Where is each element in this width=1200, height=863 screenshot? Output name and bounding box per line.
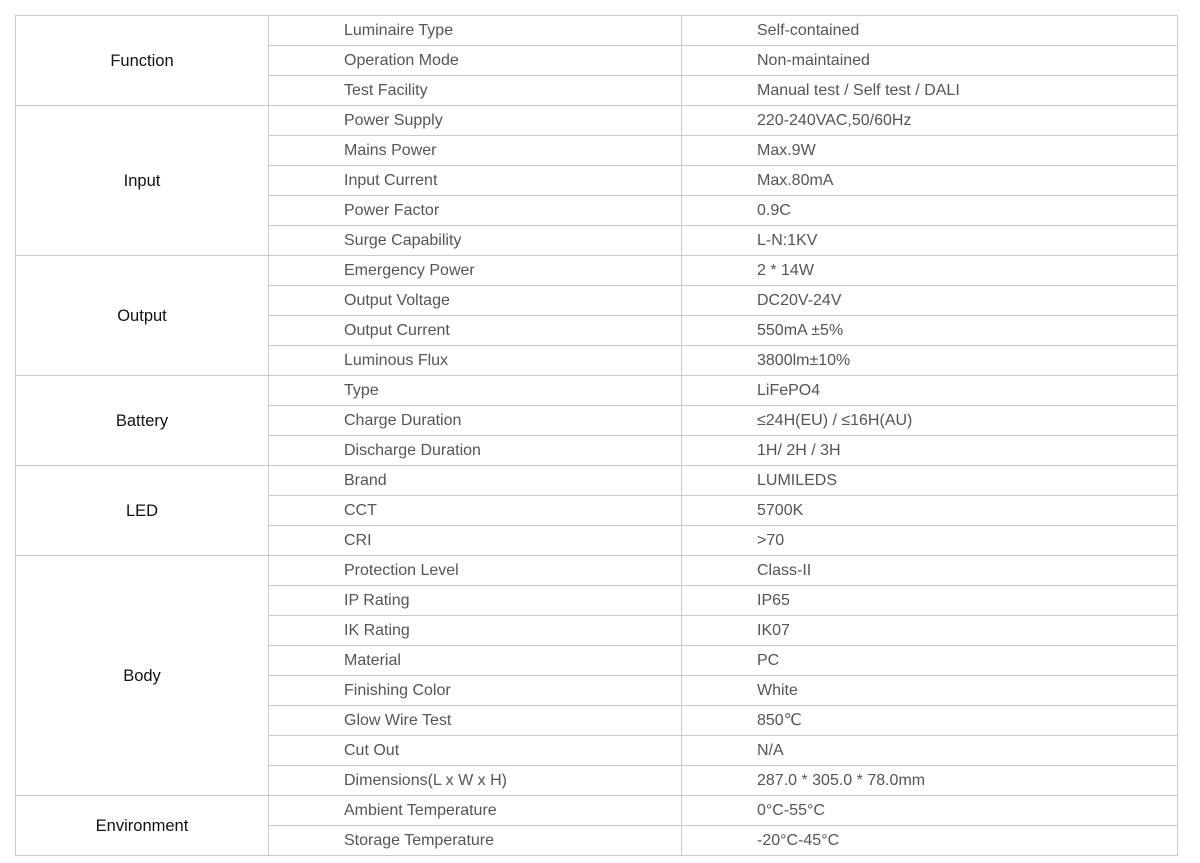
- param-value: PC: [682, 646, 1178, 676]
- param-label: Power Supply: [269, 106, 682, 136]
- category-body: Body: [16, 556, 269, 796]
- param-value: L-N:1KV: [682, 226, 1178, 256]
- table-row: [16, 556, 1178, 586]
- table-row: [16, 466, 1178, 496]
- table-row: [16, 16, 1178, 46]
- param-label: Brand: [269, 466, 682, 496]
- param-value: 550mA ±5%: [682, 316, 1178, 346]
- param-value: 220-240VAC,50/60Hz: [682, 106, 1178, 136]
- param-value: 3800lm±10%: [682, 346, 1178, 376]
- table-row: [16, 106, 1178, 136]
- param-value: 287.0 * 305.0 * 78.0mm: [682, 766, 1178, 796]
- param-value: LiFePO4: [682, 376, 1178, 406]
- param-value: ≤24H(EU) / ≤16H(AU): [682, 406, 1178, 436]
- param-label: Type: [269, 376, 682, 406]
- param-label: IK Rating: [269, 616, 682, 646]
- category-battery: Battery: [16, 376, 269, 466]
- param-label: Surge Capability: [269, 226, 682, 256]
- category-environment: Environment: [16, 796, 269, 856]
- param-value: 2 * 14W: [682, 256, 1178, 286]
- param-label: Discharge Duration: [269, 436, 682, 466]
- category-input: Input: [16, 106, 269, 256]
- param-label: Output Voltage: [269, 286, 682, 316]
- category-output: Output: [16, 256, 269, 376]
- param-label: Storage Temperature: [269, 826, 682, 856]
- param-value: IK07: [682, 616, 1178, 646]
- param-value: Self-contained: [682, 16, 1178, 46]
- param-label: Test Facility: [269, 76, 682, 106]
- param-label: Emergency Power: [269, 256, 682, 286]
- category-function: Function: [16, 16, 269, 106]
- param-value: 5700K: [682, 496, 1178, 526]
- param-value: Max.9W: [682, 136, 1178, 166]
- param-value: 1H/ 2H / 3H: [682, 436, 1178, 466]
- param-value: White: [682, 676, 1178, 706]
- param-value: >70: [682, 526, 1178, 556]
- param-label: Protection Level: [269, 556, 682, 586]
- param-label: Charge Duration: [269, 406, 682, 436]
- param-value: Manual test / Self test / DALI: [682, 76, 1178, 106]
- param-label: Mains Power: [269, 136, 682, 166]
- param-label: Luminous Flux: [269, 346, 682, 376]
- param-label: Dimensions(L x W x H): [269, 766, 682, 796]
- table-row: [16, 376, 1178, 406]
- param-label: Material: [269, 646, 682, 676]
- param-label: Finishing Color: [269, 676, 682, 706]
- param-label: Power Factor: [269, 196, 682, 226]
- param-label: Ambient Temperature: [269, 796, 682, 826]
- param-label: Operation Mode: [269, 46, 682, 76]
- param-value: DC20V-24V: [682, 286, 1178, 316]
- param-label: CRI: [269, 526, 682, 556]
- param-value: Non-maintained: [682, 46, 1178, 76]
- param-value: 0°C-55°C: [682, 796, 1178, 826]
- param-value: LUMILEDS: [682, 466, 1178, 496]
- param-label: Input Current: [269, 166, 682, 196]
- param-value: -20°C-45°C: [682, 826, 1178, 856]
- param-value: 850℃: [682, 706, 1178, 736]
- param-value: N/A: [682, 736, 1178, 766]
- param-value: 0.9C: [682, 196, 1178, 226]
- param-label: Cut Out: [269, 736, 682, 766]
- table-row: [16, 256, 1178, 286]
- param-label: Output Current: [269, 316, 682, 346]
- table-row: [16, 796, 1178, 826]
- category-led: LED: [16, 466, 269, 556]
- spec-table-body: [16, 16, 1178, 856]
- spec-table: [15, 15, 1178, 856]
- param-value: Class-II: [682, 556, 1178, 586]
- param-label: CCT: [269, 496, 682, 526]
- param-label: IP Rating: [269, 586, 682, 616]
- param-value: Max.80mA: [682, 166, 1178, 196]
- param-value: IP65: [682, 586, 1178, 616]
- param-label: Glow Wire Test: [269, 706, 682, 736]
- param-label: Luminaire Type: [269, 16, 682, 46]
